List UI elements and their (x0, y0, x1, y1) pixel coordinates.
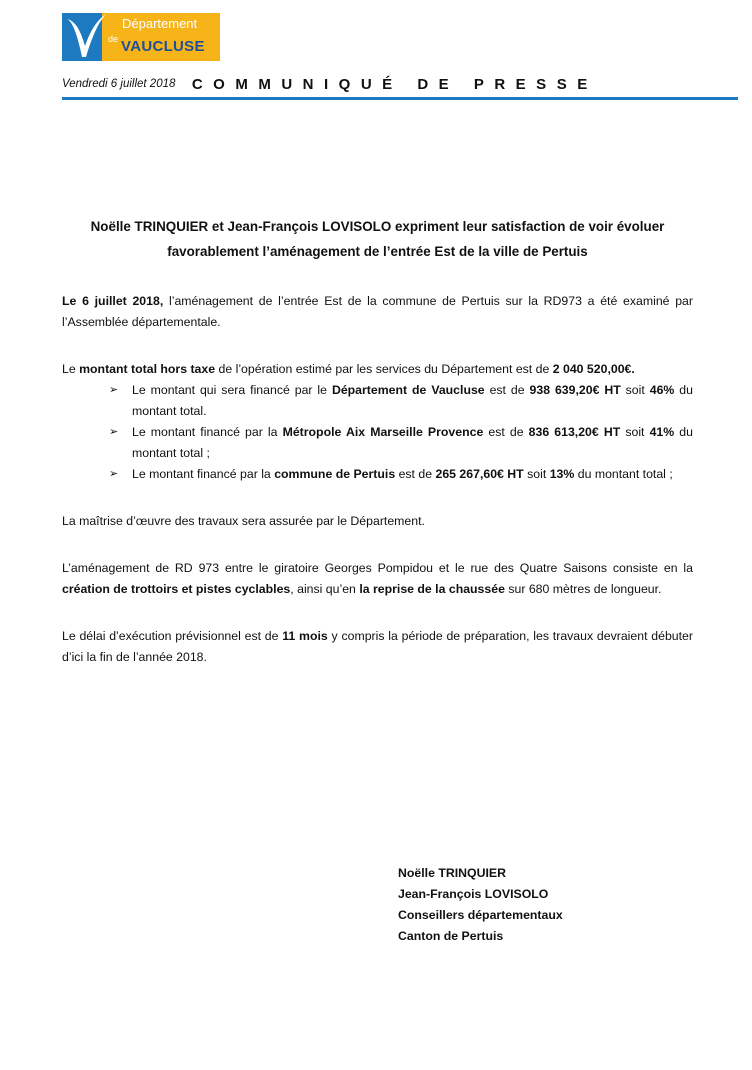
text: est de (484, 383, 530, 397)
funding-list (62, 380, 693, 485)
bold-funder: commune de Pertuis (274, 467, 396, 481)
text: Le montant qui sera financé par le (132, 383, 332, 397)
signature-block (398, 863, 563, 947)
text: L’aménagement de RD 973 entre le giratoire Georges Pompidou et le rue des Quatre Saisons consiste en la (62, 561, 693, 575)
department-logo (62, 13, 220, 61)
bold-date: Le 6 juillet 2018, (62, 294, 164, 308)
headline: Noëlle TRINQUIER et Jean-François LOVISOLO expriment leur satisfaction de voir évoluer favorablement l’aménagement de l’entrée Est de la ville de Pertuis (90, 219, 665, 259)
bold-total-label: montant total hors taxe (79, 362, 216, 376)
bold-amount: 938 639,20€ HT (529, 383, 621, 397)
text: Le montant financé par la (132, 467, 275, 481)
bold-funder: Métropole Aix Marseille Provence (282, 425, 484, 439)
arrow-bullet-icon: ➢ (109, 384, 119, 396)
paragraph-works-description (62, 558, 693, 600)
bold-total-value: 2 040 520,00€. (552, 362, 635, 376)
text: Le délai d’exécution prévisionnel est de (62, 629, 283, 643)
arrow-bullet-icon: ➢ (109, 426, 119, 438)
bold-funder: Département de Vaucluse (331, 383, 485, 397)
text: sur 680 mètres de longueur. (504, 582, 662, 596)
bold-percent: 13% (549, 467, 575, 481)
paragraph-project-management: La maîtrise d’œuvre des travaux sera assurée par le Département. (62, 514, 425, 528)
text: est de (395, 467, 436, 481)
bold-works: création de trottoirs et pistes cyclables (62, 582, 291, 596)
signatory-canton: Canton de Pertuis (398, 929, 504, 943)
arrow-bullet-icon: ➢ (109, 468, 119, 480)
list-item (109, 380, 693, 422)
text: du montant total ; (574, 467, 673, 481)
header-rule (62, 97, 738, 100)
logo-departement-text: Département (122, 16, 198, 31)
text: , ainsi qu’en (290, 582, 360, 596)
text: est de (483, 425, 529, 439)
logo-de-text: de (108, 34, 119, 44)
bold-duration: 11 mois (282, 629, 328, 643)
paragraph-schedule (62, 626, 693, 668)
bold-amount: 265 267,60€ HT (435, 467, 524, 481)
list-item (109, 464, 693, 485)
text: de l’opération estimé par les services du Département est de (215, 362, 553, 376)
logo-vaucluse-text: VAUCLUSE (121, 38, 205, 55)
bold-percent: 46% (649, 383, 675, 397)
bold-percent: 41% (649, 425, 675, 439)
bold-roadway: la reprise de la chaussée (359, 582, 505, 596)
text: Le (62, 362, 80, 376)
text: y compris la période de préparation, les travaux devraient débuter d’ici la fin de l’année 2018. (62, 629, 693, 664)
text: l’aménagement de l’entrée Est de la commune de Pertuis sur la RD973 a été examiné par l’Assemblée départementale. (62, 294, 693, 329)
header-date: Vendredi 6 juillet 2018 (62, 78, 176, 90)
text: Le montant financé par la (132, 425, 283, 439)
text: soit (523, 467, 550, 481)
list-item (109, 422, 693, 464)
text: du montant total. (132, 383, 693, 418)
signatory-role: Conseillers départementaux (398, 908, 563, 922)
press-release-body (62, 214, 693, 668)
signatory-name-2: Jean-François LOVISOLO (398, 887, 549, 901)
text: du montant total ; (132, 425, 693, 460)
logo-v-mark-icon (64, 11, 108, 61)
signatory-name-1: Noëlle TRINQUIER (398, 866, 506, 880)
paragraph-total-amount (62, 359, 693, 380)
header-title: COMMUNIQUÉ DE PRESSE (191, 76, 598, 93)
text: soit (620, 425, 650, 439)
text: soit (620, 383, 650, 397)
press-header (62, 76, 598, 94)
bold-amount: 836 613,20€ HT (528, 425, 621, 439)
paragraph-date-examination (62, 291, 693, 333)
